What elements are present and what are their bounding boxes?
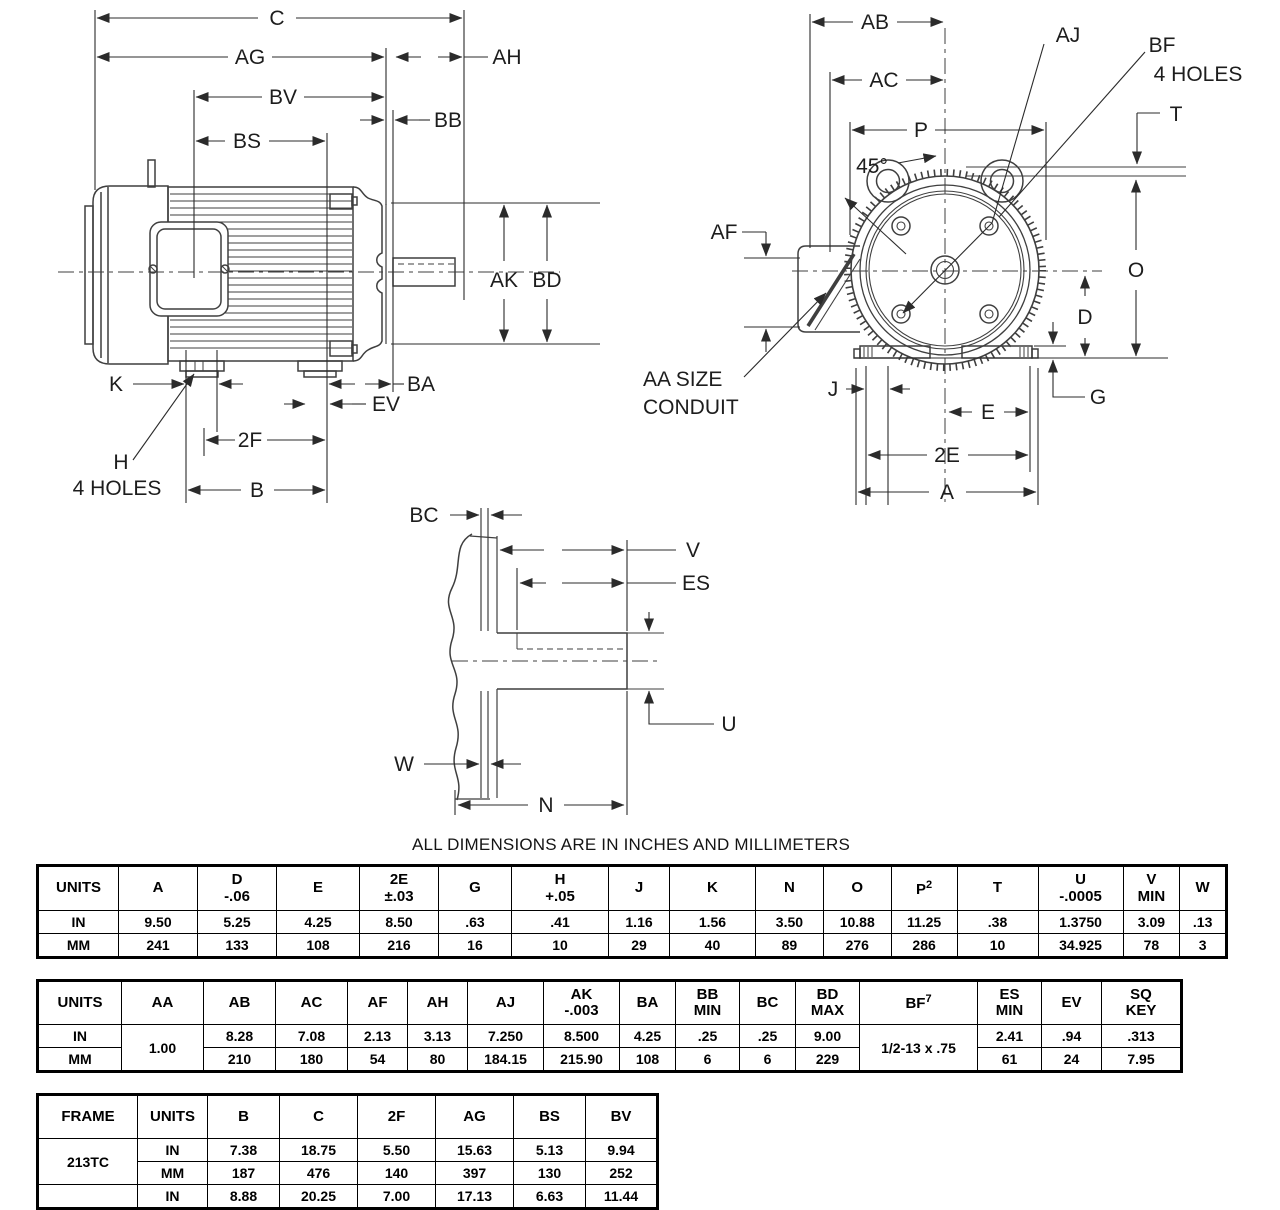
header-cell: UNITS [138, 1095, 208, 1139]
cell-aa: 1.00 [122, 1025, 204, 1072]
dim-label-2e: 2E [934, 444, 960, 467]
cell: 8.50 [360, 911, 439, 934]
dim-label-bb: BB [433, 109, 463, 132]
header-cell: BD MAX [796, 981, 860, 1025]
cell: 10 [511, 934, 608, 958]
header-cell: AJ [468, 981, 544, 1025]
header-cell: O [823, 866, 891, 911]
cell: 6 [740, 1048, 796, 1072]
cell: 1.56 [669, 911, 755, 934]
cell: 7.95 [1102, 1048, 1182, 1072]
cell: 16 [439, 934, 512, 958]
dim-label-45deg: 45° [856, 155, 888, 178]
cell: IN [138, 1185, 208, 1209]
cell: MM [138, 1162, 208, 1185]
cell-frame: 213TC [38, 1139, 138, 1185]
cell: 5.13 [514, 1139, 586, 1162]
table-header-row [38, 866, 1227, 911]
cell-bf: 1/2-13 x .75 [860, 1025, 978, 1072]
cell: .13 [1180, 911, 1227, 934]
header-cell: BC [740, 981, 796, 1025]
side-view-labels [73, 7, 562, 502]
cell: 108 [620, 1048, 676, 1072]
cell: 10.88 [823, 911, 891, 934]
dim-label-h: H [113, 451, 129, 474]
header-cell: W [1180, 866, 1227, 911]
header-cell: V MIN [1123, 866, 1180, 911]
cell: 7.08 [276, 1025, 348, 1048]
cell: 241 [119, 934, 198, 958]
cell: 11.25 [891, 911, 957, 934]
cell: 18.75 [280, 1139, 358, 1162]
cell: 34.925 [1038, 934, 1123, 958]
dim-label-bd: BD [532, 269, 562, 292]
cell: 1.3750 [1038, 911, 1123, 934]
label-aa-conduit: CONDUIT [643, 396, 739, 419]
cell: 15.63 [436, 1139, 514, 1162]
header-cell: AB [204, 981, 276, 1025]
cell: 397 [436, 1162, 514, 1185]
cell: 8.28 [204, 1025, 276, 1048]
units-note: ALL DIMENSIONS ARE IN INCHES AND MILLIMETERS [412, 835, 850, 854]
header-cell: T [957, 866, 1038, 911]
cell: 215.90 [544, 1048, 620, 1072]
cell: .313 [1102, 1025, 1182, 1048]
cell: .63 [439, 911, 512, 934]
cell: 184.15 [468, 1048, 544, 1072]
dim-label-d: D [1077, 306, 1093, 329]
cell: 9.50 [119, 911, 198, 934]
dim-label-aj: AJ [1055, 24, 1081, 47]
cell: IN [38, 911, 119, 934]
cell: 6.63 [514, 1185, 586, 1209]
table-row-mm [38, 934, 1227, 958]
cell: 9.00 [796, 1025, 860, 1048]
cell: 5.50 [358, 1139, 436, 1162]
shaft-view-dimensions [424, 515, 714, 815]
cell: 216 [360, 934, 439, 958]
cell: 8.88 [208, 1185, 280, 1209]
table-row-in [38, 1025, 1182, 1048]
cell: 29 [609, 934, 670, 958]
cell: 229 [796, 1048, 860, 1072]
cell: 286 [891, 934, 957, 958]
header-cell: SQ KEY [1102, 981, 1182, 1025]
header-cell: $P^2$ [891, 866, 957, 911]
header-cell: N [755, 866, 823, 911]
shaft-view [448, 508, 664, 800]
cell: IN [38, 1025, 122, 1048]
header-cell: AC [276, 981, 348, 1025]
header-cell: FRAME [38, 1095, 138, 1139]
cell: .25 [676, 1025, 740, 1048]
cell: 476 [280, 1162, 358, 1185]
dim-label-ac: AC [869, 69, 899, 92]
dim-label-bs: BS [232, 130, 262, 153]
dim-label-2f: 2F [237, 429, 263, 452]
header-cell: G [439, 866, 512, 911]
cell: .94 [1042, 1025, 1102, 1048]
dim-label-ag: AG [234, 46, 266, 69]
header-cell: AF [348, 981, 408, 1025]
cell: 11.44 [586, 1185, 658, 1209]
table-row-in-partial [38, 1185, 658, 1209]
cell: 130 [514, 1162, 586, 1185]
dim-label-bc: BC [409, 504, 439, 527]
header-cell: J [609, 866, 670, 911]
cell: 7.00 [358, 1185, 436, 1209]
dimension-table-2 [36, 979, 1183, 1073]
cell: 276 [823, 934, 891, 958]
cell: 89 [755, 934, 823, 958]
front-view-labels [643, 11, 1242, 504]
dim-label-c: C [269, 7, 285, 30]
cell: 252 [586, 1162, 658, 1185]
dim-label-af: AF [710, 221, 738, 244]
table-header-row [38, 1095, 658, 1139]
cell: .25 [740, 1025, 796, 1048]
dim-label-b: B [249, 479, 265, 502]
cell: 40 [669, 934, 755, 958]
cell: 24 [1042, 1048, 1102, 1072]
dim-label-a: A [939, 481, 955, 504]
dim-label-n: N [538, 794, 554, 817]
dim-label-ak: AK [489, 269, 519, 292]
cell: 1.16 [609, 911, 670, 934]
cell: IN [138, 1139, 208, 1162]
dimension-table-1 [36, 864, 1228, 959]
cell: 20.25 [280, 1185, 358, 1209]
cell: 17.13 [436, 1185, 514, 1209]
dim-label-h-holes: 4 HOLES [72, 477, 162, 500]
header-cell: BV [586, 1095, 658, 1139]
cell: 10 [957, 934, 1038, 958]
dim-label-ab: AB [860, 11, 890, 34]
dim-label-es: ES [681, 572, 711, 595]
header-cell: AG [436, 1095, 514, 1139]
dim-label-j: J [827, 378, 839, 401]
cell: .41 [511, 911, 608, 934]
cell-frame [38, 1185, 138, 1209]
header-cell: B [208, 1095, 280, 1139]
cell: MM [38, 1048, 122, 1072]
dim-label-v: V [685, 539, 701, 562]
cell: 4.25 [276, 911, 359, 934]
header-cell: H +.05 [511, 866, 608, 911]
table-row-in [38, 911, 1227, 934]
cell: 187 [208, 1162, 280, 1185]
header-cell: AK -.003 [544, 981, 620, 1025]
header-cell: BB MIN [676, 981, 740, 1025]
dim-label-o: O [1127, 259, 1145, 282]
frame-table [36, 1093, 659, 1210]
dim-label-ba: BA [406, 373, 436, 396]
header-cell: AA [122, 981, 204, 1025]
table-row-in [38, 1139, 658, 1162]
cell: 8.500 [544, 1025, 620, 1048]
cell: MM [38, 934, 119, 958]
cell: 9.94 [586, 1139, 658, 1162]
cell: 7.38 [208, 1139, 280, 1162]
header-cell: U -.0005 [1038, 866, 1123, 911]
dim-label-u: U [721, 713, 737, 736]
header-cell: E [276, 866, 359, 911]
header-cell: BA [620, 981, 676, 1025]
cell: 3.13 [408, 1025, 468, 1048]
header-cell: ES MIN [978, 981, 1042, 1025]
header-cell: A [119, 866, 198, 911]
header-cell: $BF^7$ [860, 981, 978, 1025]
cell: 78 [1123, 934, 1180, 958]
dim-label-bf: BF [1148, 34, 1176, 57]
cell: 6 [676, 1048, 740, 1072]
cell: 61 [978, 1048, 1042, 1072]
header-cell: 2E ±.03 [360, 866, 439, 911]
cell: 3.09 [1123, 911, 1180, 934]
label-aa-size: AA SIZE [643, 368, 723, 391]
dim-label-g: G [1089, 386, 1107, 409]
cell: 5.25 [198, 911, 277, 934]
cell: 80 [408, 1048, 468, 1072]
header-cell: BS [514, 1095, 586, 1139]
cell: 108 [276, 934, 359, 958]
table-header-row [38, 981, 1182, 1025]
cell: 3 [1180, 934, 1227, 958]
cell: 140 [358, 1162, 436, 1185]
cell: 2.41 [978, 1025, 1042, 1048]
dim-label-e: E [980, 401, 996, 424]
cell: 7.250 [468, 1025, 544, 1048]
cell: .38 [957, 911, 1038, 934]
dim-label-p: P [913, 119, 929, 142]
header-cell: 2F [358, 1095, 436, 1139]
dim-label-bv: BV [268, 86, 298, 109]
table-row-mm [38, 1048, 1182, 1072]
header-cell: UNITS [38, 981, 122, 1025]
cell: 3.50 [755, 911, 823, 934]
header-cell: AH [408, 981, 468, 1025]
header-cell: K [669, 866, 755, 911]
cell: 4.25 [620, 1025, 676, 1048]
header-cell: EV [1042, 981, 1102, 1025]
header-cell: D -.06 [198, 866, 277, 911]
dim-label-bf-holes: 4 HOLES [1153, 63, 1243, 86]
cell: 133 [198, 934, 277, 958]
cell: 54 [348, 1048, 408, 1072]
dim-label-w: W [394, 753, 414, 776]
cell: 2.13 [348, 1025, 408, 1048]
cell: 210 [204, 1048, 276, 1072]
header-cell: UNITS [38, 866, 119, 911]
header-cell: C [280, 1095, 358, 1139]
dim-label-k: K [108, 373, 124, 396]
dim-label-t: T [1169, 103, 1183, 126]
dim-label-ah: AH [492, 46, 522, 69]
cell: 180 [276, 1048, 348, 1072]
dim-label-ev: EV [371, 393, 401, 416]
